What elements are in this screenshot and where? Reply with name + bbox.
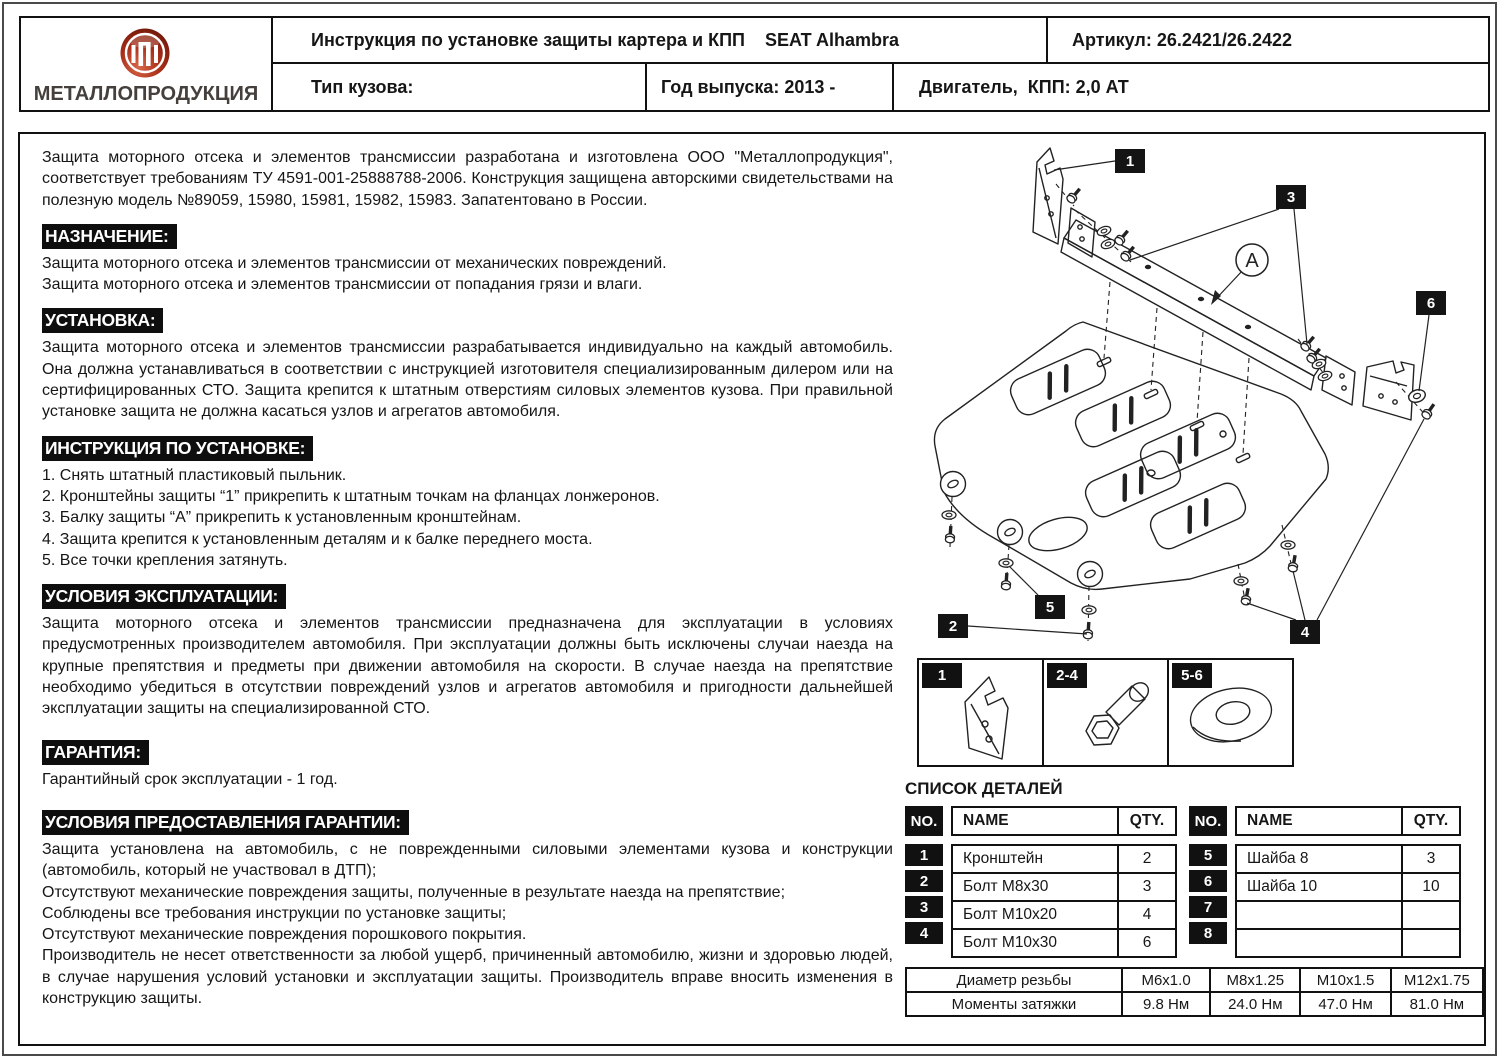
col-header-name: NAME	[963, 812, 1009, 829]
part-row	[953, 930, 1175, 956]
parts-list-title: СПИСОК ДЕТАЛЕЙ	[905, 779, 1063, 798]
part-no: 2	[905, 870, 943, 892]
section-line: Производитель не несет ответственности за любой ущерб, причиненный автомобилю, жизни и здоровью людей, в случае нарушения условий установки и эксплуатации защиты. Производитель вправе вносить изменения в конструкцию защиты.	[42, 947, 893, 1008]
part-name: Болт М10х20	[963, 906, 1058, 923]
section-heading: НАЗНАЧЕНИЕ:	[42, 224, 177, 249]
callout-4-badge	[1290, 620, 1320, 644]
main-box	[18, 132, 1486, 1046]
torque-table	[905, 967, 1484, 1017]
svg-text:1: 1	[1125, 153, 1135, 170]
section-operating	[42, 584, 893, 719]
text-column	[42, 147, 893, 1009]
svg-text:A: A	[1245, 250, 1259, 272]
fasteners	[942, 186, 1438, 639]
doc-model: SEAT Alhambra	[764, 29, 899, 50]
torque-row-label: Моменты затяжки	[906, 992, 1122, 1016]
section-heading: УСЛОВИЯ ПРЕДОСТАВЛЕНИЯ ГАРАНТИИ:	[42, 810, 409, 835]
col-header-no: NO.	[1189, 806, 1227, 836]
svg-text:2: 2	[948, 618, 958, 635]
section-line: Защита моторного отсека и элементов трансмиссии от механических повреждений.	[42, 254, 667, 272]
company-name: МЕТАЛЛОПРОДУКЦИЯ	[33, 83, 259, 105]
section-warranty	[42, 740, 893, 790]
part-qty: 6	[1117, 930, 1175, 956]
part-no: 1	[905, 844, 943, 866]
col-header-qty: QTY.	[1401, 808, 1459, 834]
part-no: 8	[1189, 922, 1227, 944]
svg-text:6: 6	[1426, 295, 1436, 312]
part-qty: 2	[1117, 846, 1175, 872]
doc-title-cell	[273, 18, 1048, 64]
torque-value: 47.0 Нм	[1300, 992, 1390, 1016]
part-no: 5	[1189, 844, 1227, 866]
washer-6	[1407, 388, 1427, 405]
section-paragraph: Защита моторного отсека и элементов трансмиссии предназначена для эксплуатации в условиях предусмотренных производителем автомобиля. При эксплуатации должны быть исключены случаи наезда на крупные препятствия и предметы при движении автомобиля на скорости. В случае наезда на препятствие необходимо убедиться в отсутствии повреждений узлов и агрегатов автомобиля и пригодности дальнейшей эксплуатации защиты на специализированной СТО.	[42, 615, 893, 718]
right-bracket	[1363, 361, 1414, 420]
part-name: Кронштейн	[963, 850, 1044, 867]
body-type-label: Тип кузова:	[311, 76, 414, 97]
torque-moment-row	[906, 992, 1483, 1016]
article-number: Артикул: 26.2421/26.2422	[1072, 29, 1292, 50]
part-qty: 10	[1401, 874, 1459, 900]
instruction-step: 2. Кронштейны защиты “1” прикрепить к штатным точкам на фланцах лонжеронов.	[42, 487, 660, 505]
part-no: 6	[1189, 870, 1227, 892]
torque-diameter-row	[906, 968, 1483, 992]
col-header-qty: QTY.	[1117, 808, 1175, 834]
part-qty: 3	[1117, 874, 1175, 900]
thumbnail-washer	[1167, 658, 1294, 767]
section-line: Отсутствуют механические повреждения защиты, полученные в результате наезда на препятствие;	[42, 883, 786, 901]
instruction-step: 3. Балку защиты “А” прикрепить к установленным кронштейнам.	[42, 509, 522, 527]
section-heading: УСТАНОВКА:	[42, 308, 163, 333]
part-qty: 4	[1117, 902, 1175, 928]
instruction-step: 4. Защита крепится к установленным деталям и к балке переднего моста.	[42, 530, 593, 548]
parts-table-right	[1189, 806, 1461, 958]
section-line: Отсутствуют механические повреждения порошкового покрытия.	[42, 926, 527, 944]
part-row	[953, 874, 1175, 902]
torque-row-label: Диаметр резьбы	[906, 968, 1122, 992]
section-heading: ГАРАНТИЯ:	[42, 740, 149, 765]
section-installation	[42, 308, 893, 422]
part-row	[1237, 930, 1459, 956]
parts-list	[905, 779, 1485, 958]
skid-plate	[934, 322, 1328, 589]
section-line: Защита моторного отсека и элементов трансмиссии от попадания грязи и влаги.	[42, 276, 643, 294]
part-no: 4	[905, 922, 943, 944]
section-purpose	[42, 224, 893, 296]
part-qty: 3	[1401, 846, 1459, 872]
callout-5-badge	[1035, 595, 1065, 619]
part-row	[953, 846, 1175, 874]
callout-6-badge	[1416, 291, 1446, 315]
torque-value: М12х1.75	[1391, 968, 1483, 992]
part-name: Болт М10х30	[963, 934, 1058, 951]
col-header-no: NO.	[905, 806, 943, 836]
part-row	[1237, 846, 1459, 874]
engine-label: Двигатель, КПП: 2,0 АТ	[919, 76, 1129, 97]
section-paragraph: Защита моторного отсека и элементов трансмиссии разрабатывается индивидуально на каждый автомобиль. Она должна устанавливаться в соответствии с инструкцией изготовителя специализированным дилером или на сертифицированных СТО. Защита крепится к штатным отверстиям силовых элементов кузова. При правильной установке защита не должна касаться узлов и агрегатов автомобиля.	[42, 339, 893, 421]
section-line: Защита установлена на автомобиль, с не поврежденными силовыми элементами кузова и конструкции (автомобиль, который не участвовал в ДТП);	[42, 840, 893, 880]
part-name: Шайба 8	[1247, 850, 1309, 867]
svg-text:4: 4	[1300, 624, 1310, 641]
thumbnail-bolt	[1042, 658, 1169, 767]
company-logo-icon	[119, 27, 171, 79]
year-label: Год выпуска: 2013 -	[661, 76, 836, 97]
callout-2-badge	[938, 614, 968, 638]
mount-pad	[941, 472, 966, 497]
instruction-step: 1. Снять штатный пластиковый пыльник.	[42, 466, 347, 484]
year-cell	[647, 64, 894, 110]
mount-slots	[1097, 357, 1251, 463]
arrowhead	[1211, 290, 1221, 305]
article-cell	[1048, 18, 1488, 64]
part-row	[953, 902, 1175, 930]
part-row	[1237, 874, 1459, 902]
part-name: Болт М8х30	[963, 878, 1049, 895]
svg-text:5: 5	[1045, 599, 1055, 616]
section-heading: УСЛОВИЯ ЭКСПЛУАТАЦИИ:	[42, 584, 286, 609]
callout-1-badge	[1115, 149, 1145, 173]
section-heading: ИНСТРУКЦИЯ ПО УСТАНОВКЕ:	[42, 436, 313, 461]
section-warranty-terms	[42, 810, 893, 1009]
section-instructions	[42, 436, 893, 571]
part-name	[1237, 930, 1401, 956]
part-no: 7	[1189, 896, 1227, 918]
callout-a-badge	[1236, 244, 1268, 276]
parts-table-left	[905, 806, 1177, 958]
svg-text:3: 3	[1286, 189, 1296, 206]
left-bracket	[1033, 148, 1063, 244]
torque-value: 24.0 Нм	[1210, 992, 1300, 1016]
part-row	[1237, 902, 1459, 930]
thumbnail-bracket	[917, 658, 1044, 767]
doc-title: Инструкция по установке защиты картера и КПП	[311, 29, 745, 50]
section-line: Соблюдены все требования инструкции по установке защиты;	[42, 904, 507, 922]
torque-value: 81.0 Нм	[1391, 992, 1483, 1016]
part-name	[1237, 902, 1401, 928]
engine-cell	[894, 64, 1488, 110]
section-line: Гарантийный срок эксплуатации - 1 год.	[42, 770, 338, 788]
torque-value: 9.8 Нм	[1122, 992, 1210, 1016]
torque-value: М6х1.0	[1122, 968, 1210, 992]
doc-header	[19, 16, 1490, 112]
thumbnail-label: 2-4	[1047, 663, 1087, 688]
instruction-step: 5. Все точки крепления затянуть.	[42, 551, 288, 569]
part-qty	[1401, 930, 1459, 956]
intro-paragraph: Защита моторного отсека и элементов трансмиссии разработана и изготовлена ООО "Металлопродукция", соответствует требованиям ТУ 4591-001-25888788-2006. Конструкция защищена авторскими свидетельствами на полезную модель №89059, 15980, 15981, 15982, 15983. Запатентовано в России.	[42, 149, 893, 209]
access-hole	[1025, 511, 1091, 556]
company-logo-cell	[21, 18, 273, 110]
mount-pad	[1078, 562, 1103, 587]
thumbnail-label: 5-6	[1172, 663, 1212, 688]
callout-3-badge	[1276, 185, 1306, 209]
part-name: Шайба 10	[1247, 878, 1318, 895]
body-type-cell	[273, 64, 647, 110]
parts-thumbnails	[917, 658, 1292, 767]
part-no: 3	[905, 896, 943, 918]
col-header-name: NAME	[1247, 812, 1293, 829]
torque-value: М10х1.5	[1300, 968, 1390, 992]
thumbnail-label: 1	[922, 663, 962, 688]
part-qty	[1401, 902, 1459, 928]
vent-openings	[1006, 345, 1249, 553]
exploded-view-diagram	[898, 134, 1488, 661]
mount-pad	[998, 520, 1023, 545]
torque-value: М8х1.25	[1210, 968, 1300, 992]
